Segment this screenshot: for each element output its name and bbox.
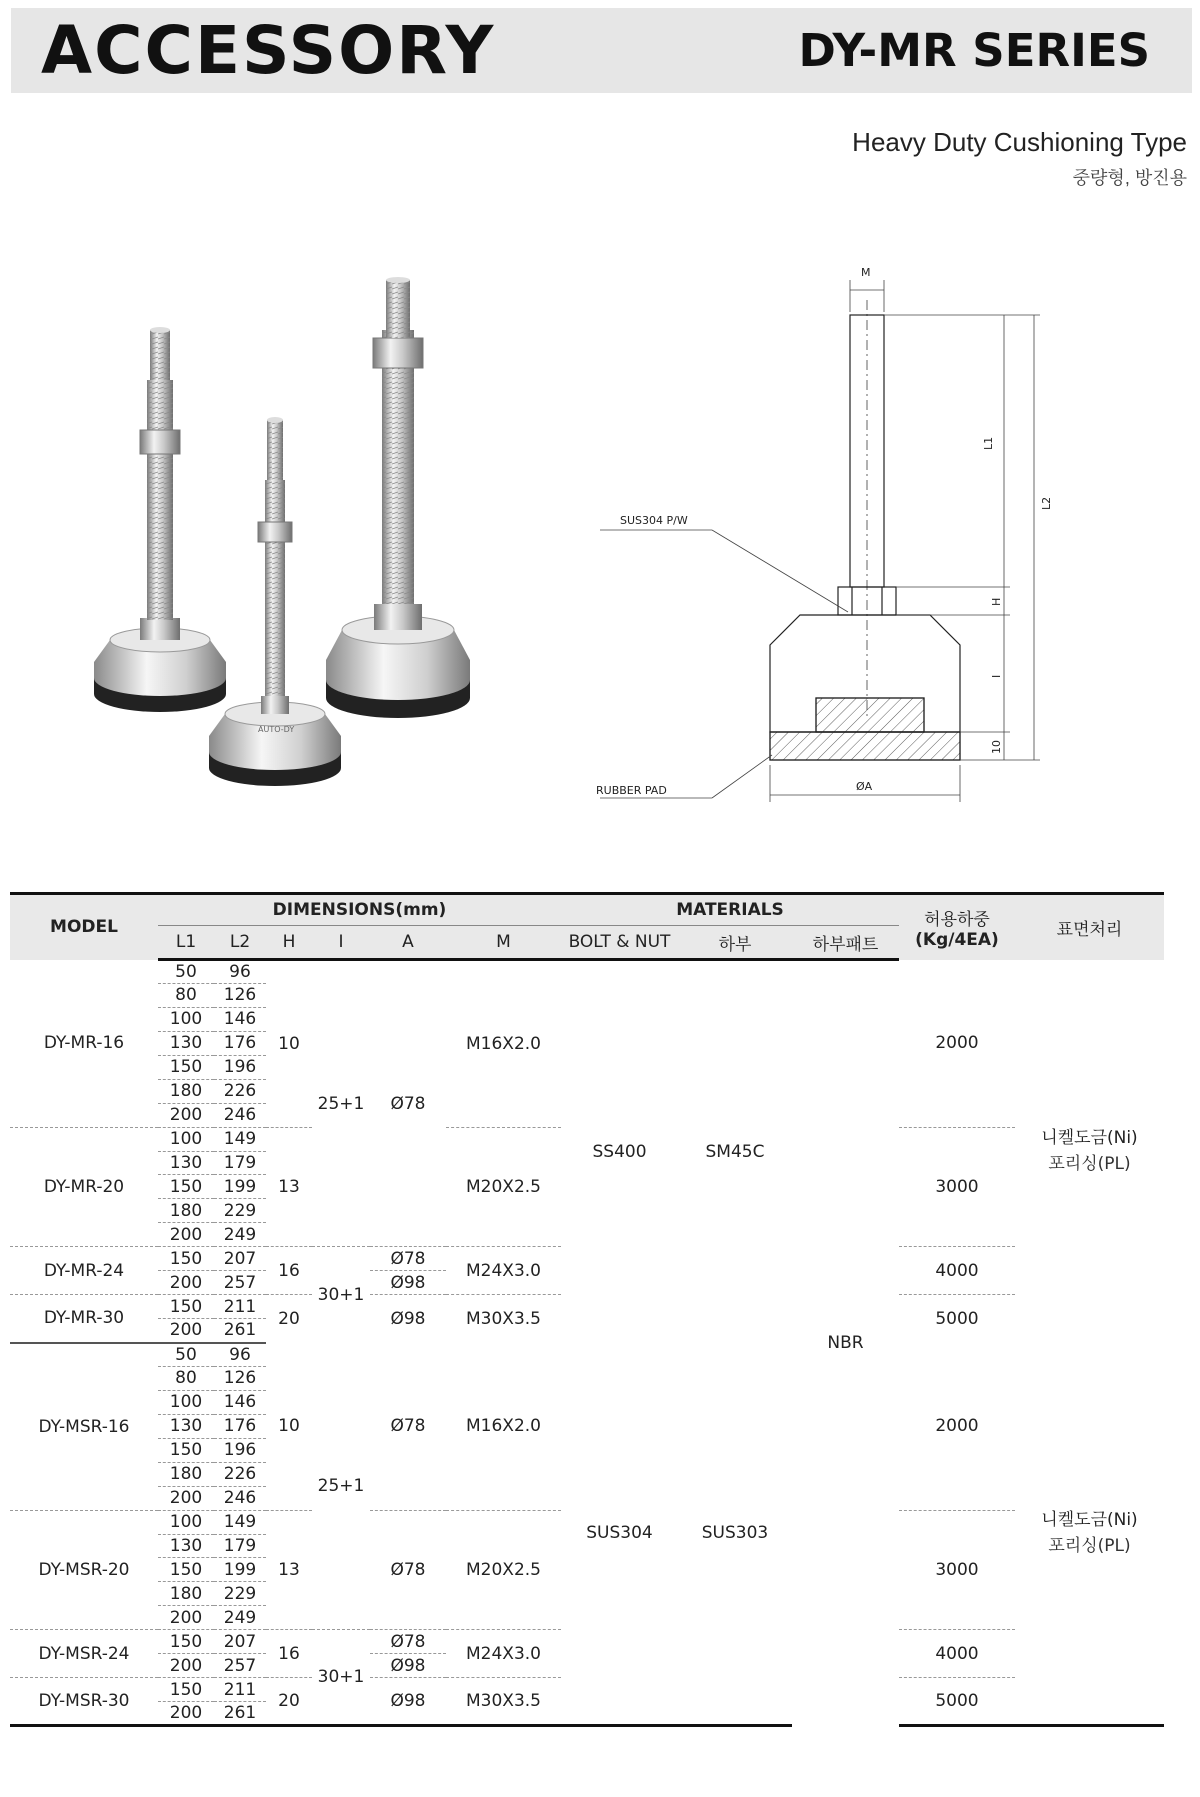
l2-cell: 229 xyxy=(214,1582,266,1606)
l1-cell: 200 xyxy=(158,1654,214,1678)
i-cell: 25+1 xyxy=(312,1343,370,1630)
spec-table xyxy=(10,892,1164,1727)
product-type: Heavy Duty Cushioning Type xyxy=(852,127,1187,157)
callout-rubber-pad: RUBBER PAD xyxy=(596,784,667,797)
finish-nickel: 니켈도금(Ni) xyxy=(1041,1510,1138,1531)
l1-cell: 100 xyxy=(158,1390,214,1414)
series-name: DY-MR SERIES xyxy=(798,24,1150,77)
l1-cell: 130 xyxy=(158,1534,214,1558)
a-cell: Ø78 xyxy=(370,1630,446,1654)
lower-cell: SUS303 xyxy=(678,1343,792,1726)
l1-cell: 100 xyxy=(158,1127,214,1151)
l2-cell: 126 xyxy=(214,1366,266,1390)
h-cell: 13 xyxy=(266,1127,312,1247)
l1-cell: 100 xyxy=(158,1510,214,1534)
load-cell: 3000 xyxy=(899,1510,1015,1630)
a-cell: Ø98 xyxy=(370,1271,446,1295)
dim-label-m: M xyxy=(861,266,871,279)
l2-cell: 211 xyxy=(214,1678,266,1702)
l2-cell: 96 xyxy=(214,960,266,984)
finish-polishing: 포리싱(PL) xyxy=(1048,1154,1131,1174)
l2-cell: 249 xyxy=(214,1223,266,1247)
l1-cell: 80 xyxy=(158,1366,214,1390)
dim-label-h: H xyxy=(990,597,1003,606)
header-i: I xyxy=(312,926,370,960)
m-cell: M16X2.0 xyxy=(446,960,561,1128)
callout-sus304: SUS304 P/W xyxy=(620,514,688,527)
finish-cell xyxy=(1015,960,1164,1343)
l1-cell: 150 xyxy=(158,1558,214,1582)
m-cell: M20X2.5 xyxy=(446,1127,561,1247)
product-type-korean: 중량형, 방진용 xyxy=(1072,168,1187,188)
a-cell: Ø98 xyxy=(370,1678,446,1726)
l1-cell: 150 xyxy=(158,1055,214,1079)
l1-cell: 50 xyxy=(158,960,214,984)
dim-label-10: 10 xyxy=(990,740,1003,754)
dim-label-l1: L1 xyxy=(982,436,995,450)
model-cell: DY-MSR-20 xyxy=(10,1510,158,1630)
load-cell: 5000 xyxy=(935,1308,979,1329)
m-cell: M30X3.5 xyxy=(446,1678,561,1726)
l1-cell: 80 xyxy=(158,983,214,1007)
header-m: M xyxy=(446,926,561,960)
l1-cell: 150 xyxy=(158,1630,214,1654)
bolt-nut-cell: SUS304 xyxy=(561,1343,678,1726)
l2-cell: 226 xyxy=(214,1079,266,1103)
finish-nickel: 니켈도금(Ni) xyxy=(1041,1128,1138,1148)
l2-cell: 196 xyxy=(214,1055,266,1079)
l1-cell: 130 xyxy=(158,1031,214,1055)
l2-cell: 199 xyxy=(214,1175,266,1199)
l2-cell: 146 xyxy=(214,1007,266,1031)
model-cell: DY-MR-16 xyxy=(10,960,158,1128)
header-bolt-nut: BOLT & NUT xyxy=(561,926,678,960)
l2-cell: 126 xyxy=(214,983,266,1007)
header-lower: 하부 xyxy=(678,926,792,960)
lower-pad-cell: NBR xyxy=(827,1333,864,1354)
m-cell: M30X3.5 xyxy=(466,1308,541,1329)
load-cell: 2000 xyxy=(899,1343,1015,1511)
l2-cell: 257 xyxy=(214,1271,266,1295)
l2-cell: 261 xyxy=(214,1319,266,1343)
model-cell: DY-MSR-16 xyxy=(10,1343,158,1511)
l2-cell: 246 xyxy=(214,1486,266,1510)
l2-cell: 149 xyxy=(214,1127,266,1151)
a-cell: Ø98 xyxy=(370,1654,446,1678)
l1-cell: 150 xyxy=(158,1295,214,1319)
l2-cell: 246 xyxy=(214,1103,266,1127)
l2-cell: 149 xyxy=(214,1510,266,1534)
l1-cell: 50 xyxy=(158,1343,214,1367)
dim-label-i: I xyxy=(990,674,1003,678)
table-row xyxy=(10,960,1164,984)
a-cell: Ø78 xyxy=(370,1343,446,1511)
l1-cell: 200 xyxy=(158,1486,214,1510)
leveling-foot-right xyxy=(326,277,470,718)
l2-cell: 211 xyxy=(214,1295,266,1319)
l1-cell: 130 xyxy=(158,1151,214,1175)
l2-cell: 199 xyxy=(214,1558,266,1582)
model-cell: DY-MSR-24 xyxy=(10,1630,158,1678)
l2-cell: 249 xyxy=(214,1606,266,1630)
header-finish: 표면처리 xyxy=(1015,894,1164,960)
m-cell: M20X2.5 xyxy=(446,1510,561,1630)
l2-cell: 261 xyxy=(214,1702,266,1726)
load-cell: 5000 xyxy=(899,1678,1015,1726)
load-cell: 4000 xyxy=(899,1247,1015,1295)
header-l1: L1 xyxy=(158,926,214,960)
header-dimensions: DIMENSIONS(mm) xyxy=(158,894,561,926)
header-model: MODEL xyxy=(10,894,158,960)
l1-cell: 200 xyxy=(158,1223,214,1247)
header-load-unit: (Kg/4EA) xyxy=(915,929,999,950)
l1-cell: 200 xyxy=(158,1319,214,1343)
l1-cell: 150 xyxy=(158,1438,214,1462)
model-cell: DY-MSR-30 xyxy=(10,1678,158,1726)
model-cell: DY-MR-24 xyxy=(10,1247,158,1295)
h-cell: 10 xyxy=(266,960,312,1128)
table-row xyxy=(10,1343,1164,1367)
l2-cell: 226 xyxy=(214,1462,266,1486)
header-load-label: 허용하중 xyxy=(924,909,990,930)
leveling-foot-middle xyxy=(209,417,341,786)
model-cell: DY-MR-20 xyxy=(10,1127,158,1247)
h-cell: 20 xyxy=(266,1678,312,1726)
header-load xyxy=(899,894,1015,960)
h-cell: 10 xyxy=(266,1343,312,1511)
m-cell: M24X3.0 xyxy=(446,1247,561,1295)
i-cell: 30+1 xyxy=(317,1284,365,1305)
header-bar xyxy=(11,8,1192,93)
l1-cell: 130 xyxy=(158,1414,214,1438)
m-cell: M24X3.0 xyxy=(446,1630,561,1678)
lower-cell: SM45C xyxy=(705,1141,765,1162)
a-cell: Ø78 xyxy=(370,1510,446,1630)
dim-label-a: ØA xyxy=(856,780,873,793)
h-cell: 16 xyxy=(266,1247,312,1295)
header-lower-pad: 하부패트 xyxy=(792,926,899,960)
l2-cell: 207 xyxy=(214,1630,266,1654)
load-cell: 4000 xyxy=(899,1630,1015,1678)
m-cell: M16X2.0 xyxy=(446,1343,561,1511)
l2-cell: 176 xyxy=(214,1031,266,1055)
l2-cell: 207 xyxy=(214,1247,266,1271)
l2-cell: 257 xyxy=(214,1654,266,1678)
dim-label-l2: L2 xyxy=(1040,496,1053,510)
technical-drawing xyxy=(580,250,1100,820)
l1-cell: 200 xyxy=(158,1702,214,1726)
bolt-nut-cell: SS400 xyxy=(592,1141,647,1162)
l2-cell: 179 xyxy=(214,1151,266,1175)
model-cell: DY-MR-30 xyxy=(10,1295,158,1343)
brand-mark: AUTO-DY xyxy=(258,725,295,734)
header-l2: L2 xyxy=(214,926,266,960)
l2-cell: 146 xyxy=(214,1390,266,1414)
a-cell: Ø78 xyxy=(370,1247,446,1271)
finish-polishing: 포리싱(PL) xyxy=(1048,1536,1131,1557)
l1-cell: 150 xyxy=(158,1247,214,1271)
h-cell: 20 xyxy=(278,1308,300,1329)
l1-cell: 200 xyxy=(158,1606,214,1630)
h-cell: 13 xyxy=(266,1510,312,1630)
header-h: H xyxy=(266,926,312,960)
header-a: A xyxy=(370,926,446,960)
l2-cell: 196 xyxy=(214,1438,266,1462)
l1-cell: 100 xyxy=(158,1007,214,1031)
product-photo xyxy=(80,260,560,820)
l1-cell: 180 xyxy=(158,1582,214,1606)
load-cell: 2000 xyxy=(899,960,1015,1128)
header-materials: MATERIALS xyxy=(561,894,899,926)
a-cell: Ø78 xyxy=(370,960,446,1247)
l1-cell: 150 xyxy=(158,1175,214,1199)
finish-cell xyxy=(1015,1343,1164,1726)
a-cell: Ø98 xyxy=(390,1308,426,1329)
l1-cell: 200 xyxy=(158,1103,214,1127)
l1-cell: 180 xyxy=(158,1462,214,1486)
leveling-foot-left xyxy=(94,327,226,712)
l2-cell: 96 xyxy=(214,1343,266,1367)
page-title: ACCESSORY xyxy=(41,12,496,89)
h-cell: 16 xyxy=(266,1630,312,1678)
l1-cell: 150 xyxy=(158,1678,214,1702)
l1-cell: 180 xyxy=(158,1199,214,1223)
l2-cell: 229 xyxy=(214,1199,266,1223)
i-cell: 30+1 xyxy=(312,1630,370,1726)
l2-cell: 176 xyxy=(214,1414,266,1438)
l2-cell: 179 xyxy=(214,1534,266,1558)
l1-cell: 180 xyxy=(158,1079,214,1103)
load-cell: 3000 xyxy=(899,1127,1015,1247)
l1-cell: 200 xyxy=(158,1271,214,1295)
i-cell: 25+1 xyxy=(312,960,370,1247)
